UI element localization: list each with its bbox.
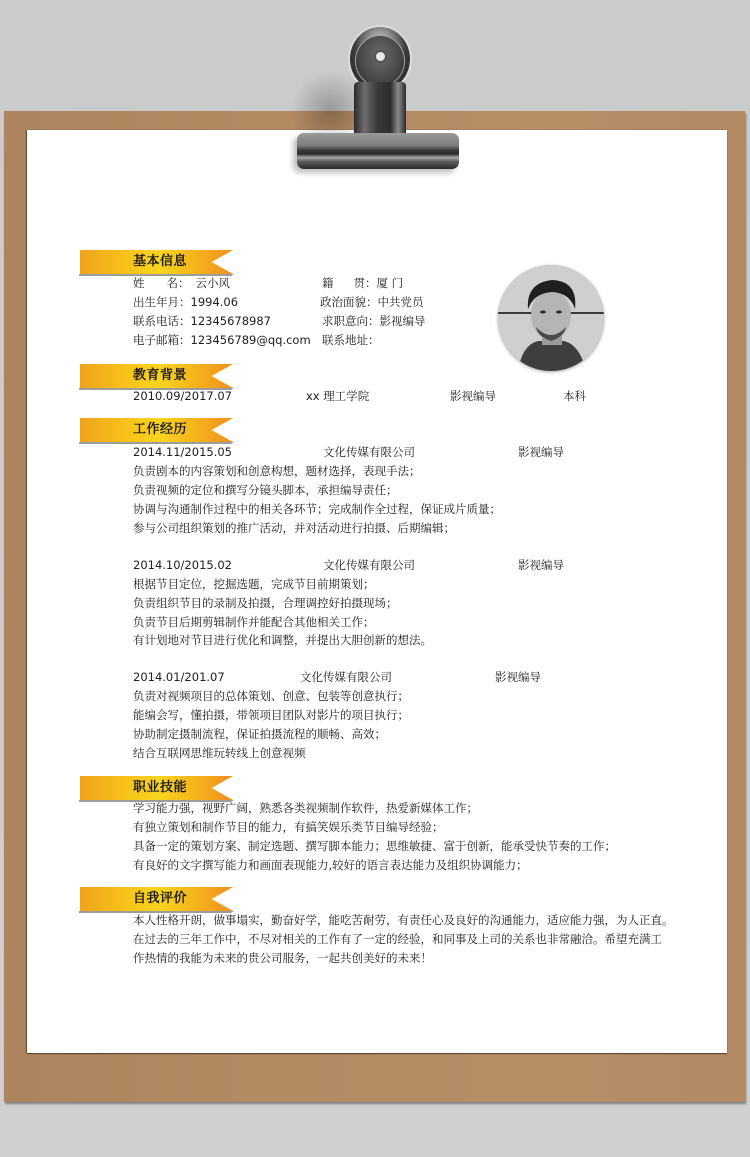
work-duty: 参与公司组织策划的推广活动，并对活动进行拍摄、后期编辑； (133, 521, 455, 535)
phone-value: 12345678987 (190, 314, 271, 328)
political-row (320, 293, 424, 312)
section-title-self-eval: 自我评价 (133, 891, 188, 906)
political-label: 政治面貌： (320, 295, 378, 309)
name-value: 云小风 (195, 276, 230, 290)
birth-label: 出生年月： (133, 295, 191, 309)
skill-item: 学习能力强，视野广阔，熟悉各类视频制作软件，热爱新媒体工作； (133, 801, 478, 815)
section-title-education: 教育背景 (133, 368, 188, 383)
phone-label: 联系电话： (133, 314, 191, 328)
work-period: 2014.11/2015.05 (133, 445, 232, 459)
work-role: 影视编导 (518, 445, 564, 459)
work-role: 影视编导 (518, 558, 564, 572)
birth-value: 1994.06 (190, 295, 239, 309)
name-label-2: 名： (166, 276, 190, 290)
phone-row (133, 312, 271, 331)
clip-stem (354, 82, 406, 140)
intention-row (322, 312, 426, 331)
work-period: 2014.01/201.07 (133, 670, 225, 684)
work-company: 文化传媒有限公司 (323, 445, 415, 459)
work-duty: 负责视频的定位和撰写分镜头脚本，承担编导责任； (133, 483, 398, 497)
clip-hole (374, 50, 387, 63)
skill-item: 有独立策划和制作节目的能力，有搞笑娱乐类节目编导经验； (133, 820, 444, 834)
self-eval-line: 本人性格开朗，做事塌实，勤奋好学，能吃苦耐劳，有责任心及良好的沟通能力，适应能力强，为人正直。 (133, 913, 674, 927)
native-value: 厦 门 (376, 276, 404, 290)
work-company: 文化传媒有限公司 (300, 670, 392, 684)
work-company: 文化传媒有限公司 (323, 558, 415, 572)
work-duty: 负责组织节目的录制及拍摄，合理调控好拍摄现场； (133, 596, 398, 610)
native-label-1: 籍 (322, 276, 334, 290)
work-duty: 协调与沟通制作过程中的相关各环节；完成制作全过程，保证成片质量； (133, 502, 501, 516)
intention-label: 求职意向： (322, 314, 380, 328)
self-eval-line: 作热情的我能为未来的贵公司服务，一起共创美好的未来！ (133, 951, 432, 965)
work-duty: 负责节目后期剪辑制作并能配合其他相关工作； (133, 615, 375, 629)
native-label-2: 贯： (353, 276, 377, 290)
skill-item: 具备一定的策划方案、制定选题、撰写脚本能力；思维敏捷、富于创新，能承受快节奏的工作； (133, 839, 616, 853)
edu-degree: 本科 (563, 389, 586, 403)
work-duty: 协助制定摄制流程，保证拍摄流程的顺畅、高效； (133, 727, 386, 741)
political-value: 中共党员 (377, 295, 424, 309)
work-role: 影视编导 (495, 670, 541, 684)
edu-period: 2010.09/2017.07 (133, 389, 232, 403)
email-row (133, 331, 311, 350)
name-label-1: 姓 (133, 276, 145, 290)
section-title-work: 工作经历 (133, 422, 188, 437)
work-duty: 能编会写，懂拍摄，带领项目团队对影片的项目执行； (133, 708, 409, 722)
skill-item: 有良好的文字撰写能力和画面表现能力,较好的语言表达能力及组织协调能力； (133, 858, 528, 872)
intention-value: 影视编导 (379, 314, 426, 328)
address-label: 联系地址： (322, 333, 380, 347)
section-title-skills: 职业技能 (133, 780, 188, 795)
section-title-basic: 基本信息 (133, 254, 188, 269)
edu-school: xx 理工学院 (306, 389, 370, 403)
self-eval-line: 在过去的三年工作中，不尽对相关的工作有了一定的经验，和同事及上司的关系也非常融洽。希望充满工 (133, 932, 662, 946)
native-row (322, 274, 403, 293)
portrait-icon (498, 265, 604, 371)
clip-base (297, 133, 459, 169)
name-row (133, 274, 230, 293)
work-duty: 根据节目定位，挖掘选题，完成节目前期策划； (133, 577, 375, 591)
birth-row (133, 293, 238, 312)
work-duty: 负责剧本的内容策划和创意构想，题材选择，表现手法； (133, 464, 421, 478)
work-period: 2014.10/2015.02 (133, 558, 232, 572)
avatar-photo (498, 265, 604, 371)
work-duty: 有计划地对节目进行优化和调整，并提出大胆创新的想法。 (133, 633, 432, 647)
edu-major: 影视编导 (450, 389, 496, 403)
email-label: 电子邮箱： (133, 333, 191, 347)
work-duty: 结合互联网思维玩转线上创意视频 (133, 746, 306, 760)
address-row (322, 331, 380, 350)
work-duty: 负责对视频项目的总体策划、创意、包装等创意执行； (133, 689, 409, 703)
email-value: 123456789@qq.com (190, 333, 311, 347)
